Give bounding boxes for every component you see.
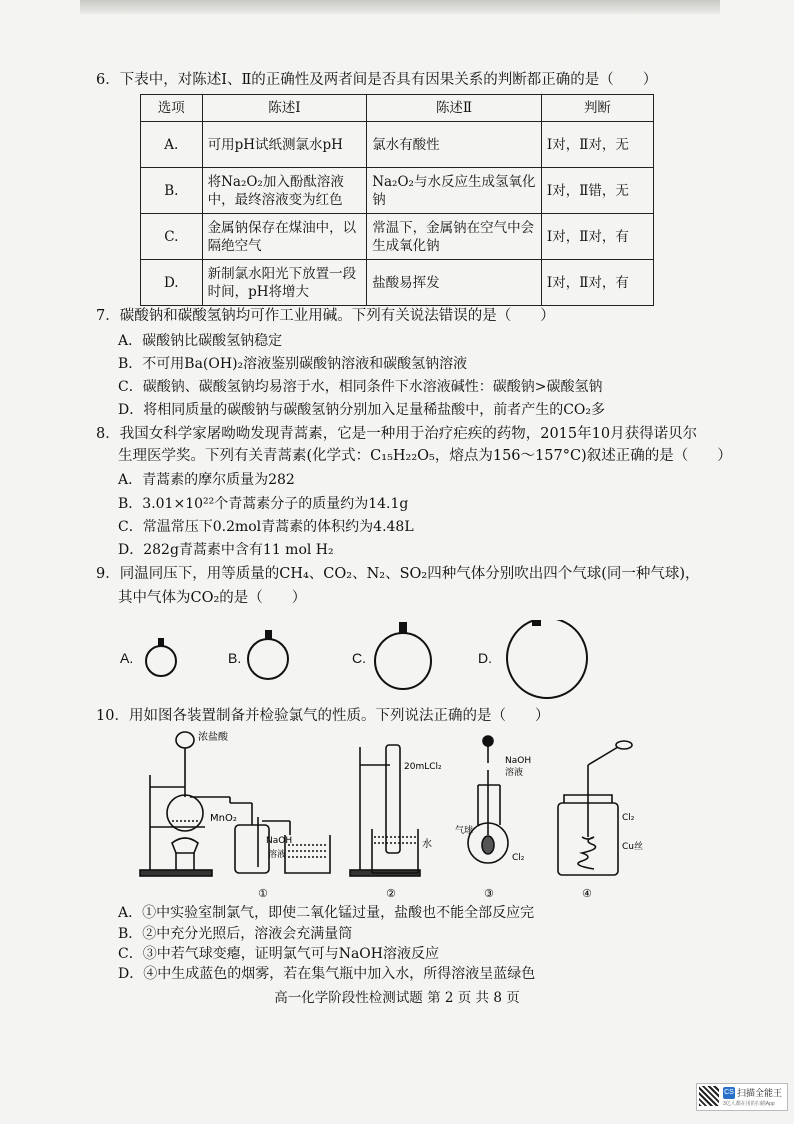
label-naoh-3b: 溶液	[505, 768, 524, 778]
label-num-1: ①	[258, 887, 268, 900]
q6-stem: 6．下表中，对陈述Ⅰ、Ⅱ的正确性及两者间是否具有因果关系的判断都正确的是（ ）	[96, 72, 658, 88]
cs-logo-icon: CS	[723, 1087, 735, 1099]
q7-option-c: C．碳酸钠、碳酸氢钠均易溶于水，相同条件下水溶液碱性：碳酸钠>碳酸氢钠	[118, 379, 603, 395]
q7-option-d: D．将相同质量的碳酸钠与碳酸氢钠分别加入足量稀盐酸中，前者产生的CO₂多	[118, 402, 606, 418]
q10-option-d: D．④中生成蓝色的烟雾，若在集气瓶中加入水，所得溶液呈蓝绿色	[118, 966, 536, 982]
stamp-brand: 扫描全能王	[737, 1088, 783, 1098]
q9-stem-line1: 9．同温同压下，用等质量的CH₄、CO₂、N₂、SO₂四种气体分别吹出四个气球(同一种气球)，	[96, 566, 700, 582]
q10-option-b: B．②中充分光照后，溶液会充满量筒	[118, 926, 353, 942]
header-option: 选项	[141, 95, 203, 122]
label-conc-hcl: 浓盐酸	[198, 732, 228, 743]
table-row	[141, 214, 654, 260]
label-cl2-4: Cl₂	[622, 813, 635, 823]
balloon-d	[507, 620, 587, 698]
label-water: 水	[422, 839, 432, 850]
header-statement-2: 陈述Ⅱ	[367, 95, 542, 122]
page-footer: 高一化学阶段性检测试题 第 2 页 共 8 页	[274, 990, 520, 1006]
row-statement-2: Na₂O₂与水反应生成氢氧化钠	[367, 168, 542, 214]
row-statement-2: 氯水有酸性	[367, 122, 542, 168]
q7-stem: 7．碳酸钠和碳酸氢钠均可作工业用碱。下列有关说法错误的是（ ）	[96, 308, 555, 324]
q7-option-a: A．碳酸钠比碳酸氢钠稳定	[118, 333, 283, 349]
q8-stem-line1: 8．我国女科学家屠呦呦发现青蒿素，它是一种用于治疗疟疾的药物，2015年10月获得诺贝尔	[96, 426, 698, 442]
row-statement-2: 盐酸易挥发	[367, 260, 542, 306]
row-judgment: Ⅰ对，Ⅱ对，有	[541, 260, 653, 306]
row-option: D.	[141, 260, 203, 306]
scan-edge	[80, 0, 720, 14]
qr-code-icon	[699, 1086, 719, 1106]
row-option: A.	[141, 122, 203, 168]
row-option: C.	[141, 214, 203, 260]
q9-balloons	[0, 620, 794, 700]
label-cl2-3: Cl₂	[512, 853, 525, 863]
row-judgment: Ⅰ对，Ⅱ对，有	[541, 214, 653, 260]
q10-option-c: C．③中若气球变瘪，证明氯气可与NaOH溶液反应	[118, 946, 439, 962]
row-statement-1: 新制氯水阳光下放置一段时间，pH将增大	[202, 260, 367, 306]
q7-option-b: B．不可用Ba(OH)₂溶液鉴别碳酸钠溶液和碳酸氢钠溶液	[118, 356, 468, 372]
q9-label-d: D.	[478, 650, 492, 666]
q8-option-d: D．282g青蒿素中含有11 mol H₂	[118, 542, 334, 558]
row-statement-2: 常温下，金属钠在空气中会生成氧化钠	[367, 214, 542, 260]
table-row	[141, 122, 654, 168]
label-cu-wire: Cu丝	[622, 842, 643, 852]
label-mno2: MnO₂	[210, 813, 237, 824]
label-naoh-1b: 溶液	[268, 850, 287, 860]
q6-table	[140, 94, 654, 306]
label-num-3: ③	[484, 887, 494, 900]
stamp-subtitle: 3亿人都在用的扫描App	[723, 1101, 775, 1107]
label-num-2: ②	[386, 887, 396, 900]
table-row	[141, 260, 654, 306]
table-row	[141, 168, 654, 214]
q10-option-a: A．①中实验室制氯气，即使二氧化锰过量，盐酸也不能全部反应完	[118, 905, 535, 921]
balloon-b	[248, 630, 288, 679]
q10-stem: 10．用如图各装置制备并检验氯气的性质。下列说法正确的是（ ）	[96, 708, 550, 724]
label-num-4: ④	[582, 887, 592, 900]
q9-label-c: C.	[352, 650, 366, 666]
label-balloon: 气球	[455, 826, 474, 836]
row-option: B.	[141, 168, 203, 214]
balloon-a	[146, 638, 176, 676]
header-statement-1: 陈述Ⅰ	[202, 95, 367, 122]
row-statement-1: 可用pH试纸测氯水pH	[202, 122, 367, 168]
q9-stem-line2: 其中气体为CO₂的是（ ）	[118, 590, 307, 606]
q8-option-a: A．青蒿素的摩尔质量为282	[118, 472, 295, 488]
row-judgment: Ⅰ对，Ⅱ对，无	[541, 122, 653, 168]
balloon-c	[375, 622, 431, 689]
q8-stem-line2: 生理医学奖。下列有关青蒿素(化学式：C₁₅H₂₂O₅，熔点为156～157°C)叙述正确的是（ ）	[118, 448, 732, 464]
row-statement-1: 金属钠保存在煤油中，以隔绝空气	[202, 214, 367, 260]
label-naoh-3a: NaOH	[505, 756, 532, 766]
q10-figure-labels	[0, 725, 794, 905]
scanner-stamp	[696, 1083, 788, 1111]
row-judgment: Ⅰ对，Ⅱ错，无	[541, 168, 653, 214]
row-statement-1: 将Na₂O₂加入酚酞溶液中，最终溶液变为红色	[202, 168, 367, 214]
header-judgment: 判断	[541, 95, 653, 122]
q8-option-c: C．常温常压下0.2mol青蒿素的体积约为4.48L	[118, 519, 414, 535]
q8-option-b: B．3.01×10²²个青蒿素分子的质量约为14.1g	[118, 496, 409, 512]
q9-label-b: B.	[228, 650, 242, 666]
q9-label-a: A.	[120, 650, 134, 666]
label-cl2-volume: 20mLCl₂	[404, 762, 442, 772]
label-naoh-1: NaOH	[266, 836, 293, 846]
table-header-row	[141, 95, 654, 122]
